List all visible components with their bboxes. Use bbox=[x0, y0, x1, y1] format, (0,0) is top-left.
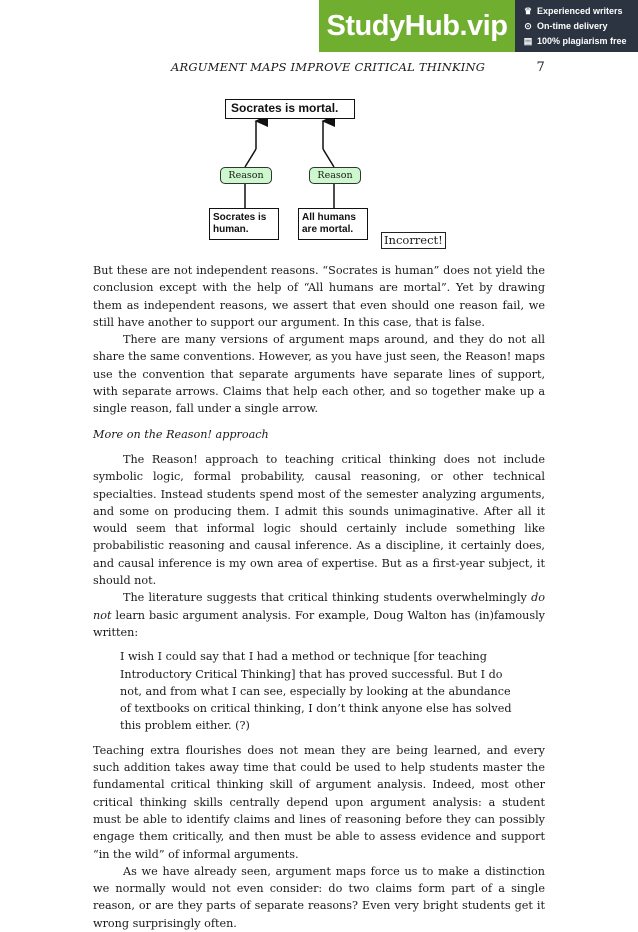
premise-line: All humans bbox=[302, 212, 356, 223]
premise-socrates-human bbox=[209, 208, 279, 240]
feature-label: Experienced writers bbox=[537, 6, 623, 16]
premise-line: human. bbox=[213, 224, 249, 235]
paragraph-text: learn basic argument analysis. For example, Doug Walton has (in)famously written: bbox=[93, 608, 545, 639]
paragraph: There are many versions of argument maps around, and they do not all share the same conventions. However, as you have just seen, the Reason! maps use the convention that separate arguments have separate lines of support, with separate arrows. Claims that help each other, and so together make up a single reason, fall under a single arrow. bbox=[93, 333, 545, 416]
feature-label: On-time delivery bbox=[537, 21, 608, 31]
page-body bbox=[93, 262, 545, 932]
emphasis: do not bbox=[93, 591, 545, 622]
feature-on-time-delivery bbox=[523, 21, 638, 32]
reason-label-left: Reason bbox=[220, 167, 272, 184]
feature-plagiarism-free bbox=[523, 36, 638, 47]
paragraph: But these are not independent reasons. “Socrates is human” does not yield the conclusion except with the help of “All humans are mortal”. Yet by drawing them as independent reasons, we assert that even should one reason fail, we still have another to support our argument. In this case, that is false. bbox=[93, 264, 545, 329]
paragraph: Teaching extra flourishes does not mean they are being learned, and every such addition takes away time that could be used to help students master the fundamental critical thinking skill of argument analysis. Indeed, most other critical thinking skills centrally depend upon argument analysis: a student must be able to identify claims and lines of reasoning before they can possibly engage them critically, and then must be able to assess evidence and support “in the wild” of informal arguments. bbox=[93, 743, 545, 861]
clock-icon: ⊙ bbox=[524, 20, 532, 31]
incorrect-verdict: Incorrect! bbox=[381, 232, 446, 249]
block-quote: I wish I could say that I had a method or technique [for teaching Introductory Critical Thinking] that has proved successful. But I do not, and from what I can see, especially by looking at the abundance of textbooks on critical thinking, I don’t think anyone else has solved this problem either. (?) bbox=[120, 650, 512, 733]
argument-map-diagram bbox=[180, 90, 480, 250]
section-heading: More on the Reason! approach bbox=[93, 427, 269, 441]
feature-label: 100% plagiarism free bbox=[537, 36, 627, 46]
crown-icon: ♛ bbox=[523, 5, 533, 16]
running-header-title: ARGUMENT MAPS IMPROVE CRITICAL THINKING bbox=[171, 60, 486, 74]
premise-humans-mortal bbox=[298, 208, 368, 240]
document-icon: ▤ bbox=[523, 35, 533, 46]
left-support-arrow bbox=[245, 149, 256, 167]
feature-experienced-writers bbox=[523, 6, 638, 17]
studyhub-logo[interactable]: StudyHub.vip bbox=[319, 0, 515, 52]
reason-label-right: Reason bbox=[309, 167, 361, 184]
conclusion-claim: Socrates is mortal. bbox=[225, 99, 355, 119]
right-support-arrow bbox=[323, 149, 334, 167]
studyhub-banner[interactable] bbox=[319, 0, 638, 52]
paragraph bbox=[93, 589, 545, 641]
paragraph-text: The literature suggests that critical thinking students overwhelmingly bbox=[123, 591, 532, 605]
paragraph: As we have already seen, argument maps force us to make a distinction we normally would not even consider: do two claims form part of a single reason, or are they parts of separate reasons? Even very bright students get it wrong surprisingly often. bbox=[93, 864, 545, 930]
paragraph: The Reason! approach to teaching critical thinking does not include symbolic logic, formal probability, causal reasoning, or other technical specialties. Instead students spend most of the semester analyzing arguments, and some on producing them. I admit this sounds unimaginative. After all it would seem that informal logic should certainly include something like probabilistic reasoning and causal inference. As a discipline, it certainly does, and causal inference is my own area of expertise. But as a first-year subject, it should not. bbox=[93, 452, 545, 588]
banner-features bbox=[515, 0, 638, 52]
premise-line: Socrates is bbox=[213, 212, 267, 223]
page-number: 7 bbox=[536, 60, 545, 75]
premise-line: are mortal. bbox=[302, 224, 354, 235]
